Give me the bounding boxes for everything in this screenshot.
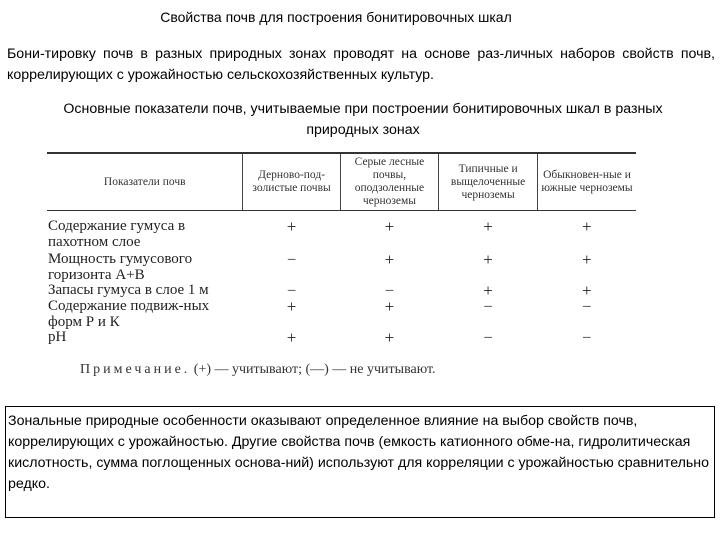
table-row bbox=[47, 299, 636, 330]
row-mark: – bbox=[484, 329, 492, 345]
row-mark: + bbox=[286, 328, 297, 347]
row-mark: – bbox=[582, 298, 591, 314]
footer-box bbox=[5, 406, 715, 518]
row-mark: + bbox=[384, 328, 395, 347]
row-mark: + bbox=[286, 217, 297, 236]
table-note bbox=[80, 362, 436, 378]
row-indicator: pH bbox=[48, 329, 67, 345]
table-header-row bbox=[47, 153, 636, 211]
row-mark: + bbox=[581, 217, 592, 236]
row-mark: – bbox=[287, 282, 296, 298]
row-mark: – bbox=[287, 251, 296, 267]
header-indicators: Показатели почв bbox=[47, 153, 243, 211]
page-title: Свойства почв для построения бонитировочных шкал bbox=[160, 9, 512, 25]
row-mark: + bbox=[581, 281, 592, 300]
row-mark: + bbox=[581, 250, 592, 269]
table-row bbox=[47, 252, 636, 283]
footer-paragraph: Зональные природные особенности оказывают определенное влияние на выбор свойств почв, коррелирующих с урожайностью. Другие свойства почв (емкость катионного обме-на, гидролитическая кислотность, сумма поглощенных основа-ний) используют для корреляции с урожайностью сравнительно редко. bbox=[8, 413, 710, 492]
row-indicator: Запасы гумуса в слое 1 м bbox=[48, 282, 209, 298]
intro-paragraph: Бони-тировку почв в разных природных зонах проводят на основе раз-личных наборов свойств почв, коррелирующих с урожайностью сельскохозяйственных культур. bbox=[7, 46, 715, 83]
soil-indicators-table bbox=[47, 152, 636, 347]
row-indicator: Содержание гумуса в пахотном слое bbox=[48, 218, 186, 250]
row-mark: – bbox=[385, 282, 394, 298]
table-caption: Основные показатели почв, учитываемые при построении бонитировочных шкал в разных природных зонах bbox=[63, 101, 663, 138]
row-mark: – bbox=[484, 298, 492, 314]
note-label: Примечание. bbox=[80, 362, 191, 377]
header-ordinary-chernozem: Обыкновен-ные и южные черноземы bbox=[537, 153, 636, 211]
row-indicator: Содержание подвиж-ных форм Р и К bbox=[48, 298, 210, 330]
row-mark: + bbox=[483, 250, 493, 269]
row-indicator: Мощность гумусового горизонта А+В bbox=[48, 251, 193, 283]
header-typical-chernozem: Типичные и выщелоченные черноземы bbox=[439, 153, 538, 211]
header-sod-podzolic: Дерново-под-золистые почвы bbox=[243, 153, 340, 211]
row-mark: + bbox=[384, 217, 395, 236]
table-row bbox=[47, 211, 636, 253]
header-grey-forest: Серые лесные почвы, оподзоленные черноземы bbox=[340, 153, 439, 211]
row-mark: + bbox=[384, 297, 395, 316]
row-mark: + bbox=[483, 217, 493, 236]
row-mark: + bbox=[483, 281, 493, 300]
row-mark: – bbox=[582, 329, 591, 345]
row-mark: + bbox=[286, 297, 297, 316]
row-mark: + bbox=[384, 250, 395, 269]
table-row bbox=[47, 330, 636, 347]
table-row bbox=[47, 283, 636, 299]
note-text: (+) — учитывают; (—) — не учитывают. bbox=[193, 362, 436, 377]
